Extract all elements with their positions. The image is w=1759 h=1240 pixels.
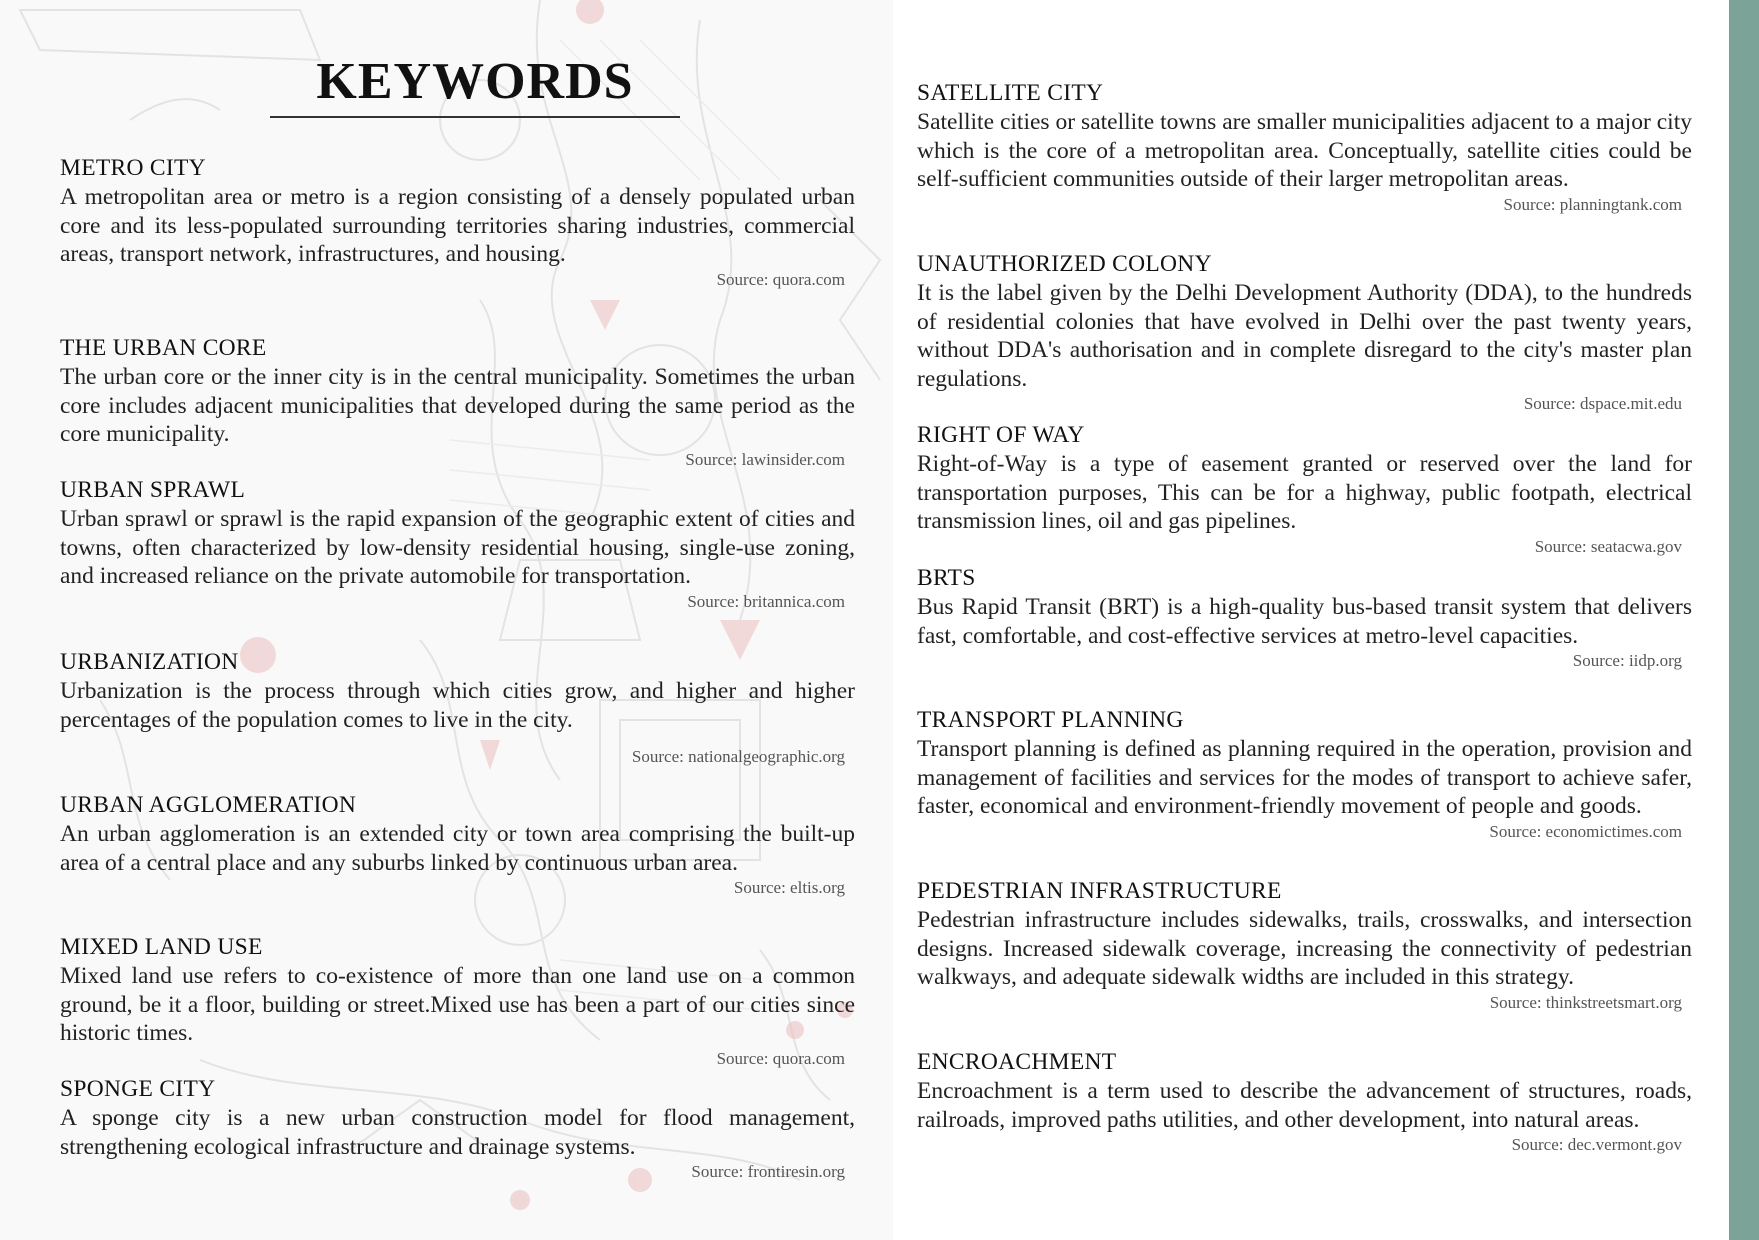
keyword-source: Source: planningtank.com: [1503, 194, 1682, 214]
keyword-term: TRANSPORT PLANNING: [917, 707, 1184, 733]
keyword-definition: The urban core or the inner city is in the central municipality. Sometimes the urban core includes adjacent municipalities that developed during the same period as the core municipality.: [60, 364, 855, 448]
accent-stripe: [1729, 0, 1759, 1240]
keyword-entry-urban-core: [60, 335, 855, 471]
keyword-term: METRO CITY: [60, 155, 206, 181]
keyword-term: BRTS: [917, 565, 976, 591]
keyword-source: Source: lawinsider.com: [685, 449, 845, 469]
keyword-definition: Mixed land use refers to co-existence of more than one land use on a common ground, be it a floor, building or street.Mixed use has been a part of our cities since historic times.: [60, 963, 855, 1047]
keyword-entry-pedestrian-infrastructure: [917, 878, 1692, 1014]
keyword-term: ENCROACHMENT: [917, 1049, 1117, 1075]
keyword-source: Source: nationalgeographic.org: [631, 747, 845, 767]
keyword-entry-satellite-city: [917, 80, 1692, 216]
keyword-entry-urban-agglomeration: [60, 792, 855, 899]
keyword-definition: Bus Rapid Transit (BRT) is a high-quality bus-based transit system that delivers fast, comfortable, and cost-effective services at metro-level capacities.: [917, 594, 1692, 649]
keyword-term: URBAN SPRAWL: [60, 477, 246, 503]
keyword-entry-sponge-city: [60, 1076, 855, 1183]
keyword-term: SATELLITE CITY: [917, 80, 1104, 106]
keyword-term: SPONGE CITY: [60, 1076, 216, 1102]
keyword-source: Source: thinkstreetsmart.org: [1489, 992, 1682, 1012]
keyword-entry-urban-sprawl: [60, 477, 855, 613]
keyword-definition: A sponge city is a new urban construction model for flood management, strengthening ecological infrastructure and drainage systems.: [60, 1105, 855, 1160]
keyword-term: PEDESTRIAN INFRASTRUCTURE: [917, 878, 1282, 904]
keyword-entry-transport-planning: [917, 707, 1692, 843]
keyword-source: Source: economictimes.com: [1489, 821, 1682, 841]
keyword-definition: Urbanization is the process through which cities grow, and higher and higher percentages of the population comes to live in the city.: [60, 678, 855, 733]
title-underline: [270, 116, 680, 118]
keyword-source: Source: eltis.org: [733, 878, 845, 898]
keyword-term: MIXED LAND USE: [60, 934, 263, 960]
keyword-source: Source: iidp.org: [1572, 651, 1682, 671]
keyword-source: Source: quora.com: [716, 1048, 845, 1068]
keyword-term: RIGHT OF WAY: [917, 422, 1085, 448]
keyword-entry-encroachment: [917, 1049, 1692, 1156]
keyword-entry-brts: [917, 565, 1692, 672]
keyword-definition: An urban agglomeration is an extended city or town area comprising the built-up area of a central place and any suburbs linked by continuous urban area.: [60, 821, 855, 876]
keyword-definition: Encroachment is a term used to describe the advancement of structures, roads, railroads, improved paths utilities, and other development, into natural areas.: [917, 1078, 1692, 1133]
keyword-source: Source: frontiresin.org: [691, 1162, 845, 1182]
keyword-definition: Urban sprawl or sprawl is the rapid expansion of the geographic extent of cities and towns, often characterized by low-density residential housing, single-use zoning, and increased reliance on the private automobile for transportation.: [60, 506, 855, 590]
keyword-definition: A metropolitan area or metro is a region consisting of a densely populated urban core and its less-populated surrounding territories sharing industries, commercial areas, transport network, infrastructures, and housing.: [60, 184, 855, 268]
title-block: [270, 55, 680, 118]
keyword-source: Source: quora.com: [716, 269, 845, 289]
keyword-term: THE URBAN CORE: [60, 335, 267, 361]
keyword-entry-urbanization: [60, 649, 855, 768]
keyword-definition: It is the label given by the Delhi Development Authority (DDA), to the hundreds of residential colonies that have evolved in Delhi over the past twenty years, without DDA's authorisation and in complete disregard to the city's master plan regulations.: [917, 280, 1692, 392]
page-title: KEYWORDS: [316, 53, 634, 110]
keyword-term: UNAUTHORIZED COLONY: [917, 251, 1212, 277]
keyword-entry-right-of-way: [917, 422, 1692, 558]
keyword-definition: Transport planning is defined as planning required in the operation, provision and management of facilities and services for the modes of transport to achieve safer, faster, economical and environment-friendly movement of people and goods.: [917, 736, 1692, 820]
keyword-term: URBAN AGGLOMERATION: [60, 792, 357, 818]
keyword-definition: Pedestrian infrastructure includes sidewalks, trails, crosswalks, and intersection designs. Increased sidewalk coverage, increasing the connectivity of pedestrian walkways, and adequate sidewalk widths are included in this strategy.: [917, 907, 1692, 991]
keyword-term: URBANIZATION: [60, 649, 239, 675]
keyword-entry-unauthorized-colony: [917, 251, 1692, 415]
keyword-entry-metro-city: [60, 155, 855, 291]
keyword-definition: Right-of-Way is a type of easement granted or reserved over the land for transportation purposes, This can be for a highway, public footpath, electrical transmission lines, oil and gas pipelines.: [917, 451, 1692, 535]
keyword-source: Source: seatacwa.gov: [1534, 536, 1682, 556]
keyword-source: Source: britannica.com: [687, 591, 845, 611]
keyword-entry-mixed-land-use: [60, 934, 855, 1070]
keyword-source: Source: dec.vermont.gov: [1511, 1135, 1682, 1155]
keyword-definition: Satellite cities or satellite towns are smaller municipalities adjacent to a major city which is the core of a metropolitan area. Conceptually, satellite cities could be self-sufficient communities outside of their larger metropolitan areas.: [917, 109, 1692, 193]
keyword-source: Source: dspace.mit.edu: [1523, 394, 1682, 414]
